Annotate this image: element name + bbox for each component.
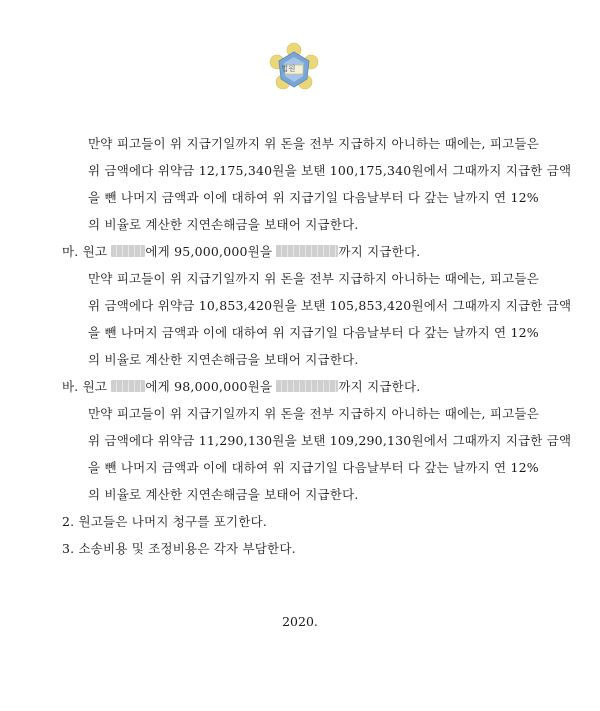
item-amount: 에게 95,000,000원을	[145, 244, 273, 259]
paragraph-line: 의 비율로 계산한 지연손해금을 보태어 지급한다.	[88, 352, 359, 367]
paragraph-line: 만약 피고들이 위 지급기일까지 위 돈을 전부 지급하지 아니하는 때에는, 피고들은	[88, 406, 539, 421]
clause-3: 3. 소송비용 및 조정비용은 각자 부담한다.	[62, 541, 296, 556]
paragraph-line: 만약 피고들이 위 지급기일까지 위 돈을 전부 지급하지 아니하는 때에는, 피고들은	[88, 271, 539, 286]
redacted-name	[111, 380, 145, 392]
item-amount: 에게 98,000,000원을	[145, 379, 273, 394]
paragraph-line: 의 비율로 계산한 지연손해금을 보태어 지급한다.	[88, 217, 359, 232]
paragraph-line: 위 금액에다 위약금 10,853,420원을 보탠 105,853,420원에서 그때까지 지급한 금액	[88, 298, 572, 313]
paragraph-line: 을 뺀 나머지 금액과 이에 대하여 위 지급기일 다음날부터 다 갚는 날까지 연 12%	[88, 190, 539, 205]
item-prefix: 바. 원고	[62, 379, 108, 394]
item-heading-ma	[62, 244, 420, 260]
paragraph-line: 의 비율로 계산한 지연손해금을 보태어 지급한다.	[88, 487, 359, 502]
redacted-date	[276, 245, 338, 257]
redacted-name	[111, 245, 145, 257]
document-date: 2020.	[282, 614, 318, 629]
paragraph-line: 위 금액에다 위약금 12,175,340원을 보탠 100,175,340원에서 그때까지 지급한 금액	[88, 163, 572, 178]
court-emblem-text: 법원	[281, 64, 296, 73]
redacted-date	[276, 380, 338, 392]
paragraph-line: 을 뺀 나머지 금액과 이에 대하여 위 지급기일 다음날부터 다 갚는 날까지 연 12%	[88, 460, 539, 475]
paragraph-line: 위 금액에다 위약금 11,290,130원을 보탠 109,290,130원에서 그때까지 지급한 금액	[88, 433, 572, 448]
item-suffix: 까지 지급한다.	[338, 244, 421, 259]
paragraph-line: 을 뺀 나머지 금액과 이에 대하여 위 지급기일 다음날부터 다 갚는 날까지 연 12%	[88, 325, 539, 340]
item-heading-ba	[62, 379, 420, 395]
item-prefix: 마. 원고	[62, 244, 108, 259]
item-suffix: 까지 지급한다.	[338, 379, 421, 394]
clause-2: 2. 원고들은 나머지 청구를 포기한다.	[62, 514, 268, 529]
paragraph-line: 만약 피고들이 위 지급기일까지 위 돈을 전부 지급하지 아니하는 때에는, 피고들은	[88, 136, 539, 151]
